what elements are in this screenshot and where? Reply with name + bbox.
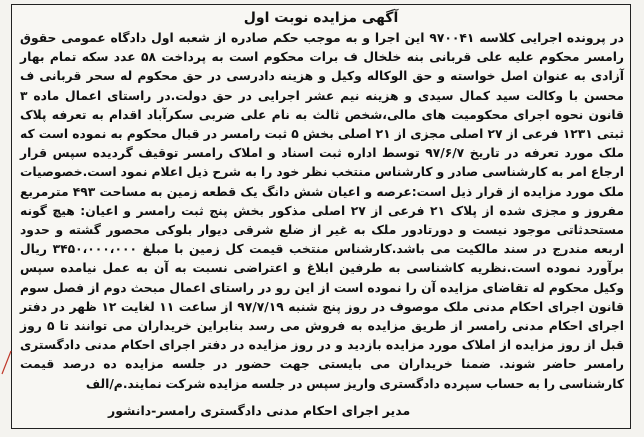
auction-notice (11, 4, 631, 429)
notice-body: در پرونده اجرایی کلاسه ۹۷۰۰۴۱ این اجرا و به موجب حکم صادره از شعبه اول دادگاه عمومی حقوق رامسر محکوم علیه علی قربانی بنه خلخال ف برات محکوم است به پرداخت ۵۸ عدد سکه تمام بهار آزادی به عنوان اصل خواسته و حق الوکاله وکیل و هزینه دادرسی در حق محکوم له سحر قربانی ف محسن با وکالت سید کمال سیدی و هزینه نیم عشر اجرایی در حق دولت.در راستای اعمال ماده ۳ قانون نحوه اجرای محکومیت های مالی،شخص ثالث به نام علی ضربی سکرآباد اقدام به تعرفه پلاک ثبتی ۱۲۳۱ فرعی از ۲۷ اصلی مجزی از ۲۱ اصلی بخش ۵ ثبت رامسر در قبال محکوم به نموده است که ملک مورد تعرفه در تاریخ ۹۷/۶/۷ توسط اداره ثبت اسناد و املاک رامسر توقیف گردیده سپس قرار ارجاع امر به کارشناسی صادر و کارشناس منتخب نظر خود را به شرح ذیل اعلام نمود است.خصوصیات ملک مورد مزایده از قرار ذیل است:عرصه و اعیان شش دانگ یک قطعه زمین به مساحت ۴۹۳ مترمربع مفروز و مجزی شده از پلاک ۲۱ فرعی از ۲۷ اصلی مذکور بخش پنج ثبت رامسر و اعیان: هیچ گونه مستحدثاتی موجود نیست و دورتادور ملک به غیر از ضلع شرقی دیوار بلوکی محصور گشته و حدود اربعه مندرج در سند مالکیت می باشد.کارشناس منتخب قیمت کل زمین با مبلغ ۳۴۵۰،۰۰۰،۰۰۰ ریال برآورد نموده است.نظریه کاشناسی به طرفین ابلاغ و اعتراضی نسبت به آن به عمل نیامده سپس وکیل محکوم له تقاضای مزایده آن را نموده است از این رو در راستای اعمال مبحث دوم از فصل سوم قانون اجرای احکام مدنی ملک موصوف در روز پنج شنبه ۹۷/۷/۱۹ از ساعت ۱۱ لغایت ۱۲ ظهر در دفتر اجرای احکام مدنی رامسر از طریق مزایده به فروش می رسد بنابراین خریداران می توانند تا ۵ روز قبل از روز مزایده از املاک مورد مزایده بازدید و در روز مزایده در دفتر اجرای احکام مدنی دادگستری رامسر حاضر شوند. ضمنا خریداران می بایستی جهت حضور در جلسه مزایده ده درصد قیمت کارشناسی را به حساب سپرده دادگستری واریز سپس در جلسه مزایده شرکت نمایند.م/الف (20, 31, 625, 391)
margin-mark (0, 350, 12, 376)
notice-title: آگهی مزایده نوبت اول (243, 10, 399, 26)
notice-signature: مدیر اجرای احکام مدنی دادگستری رامسر-دانشور (108, 403, 411, 418)
